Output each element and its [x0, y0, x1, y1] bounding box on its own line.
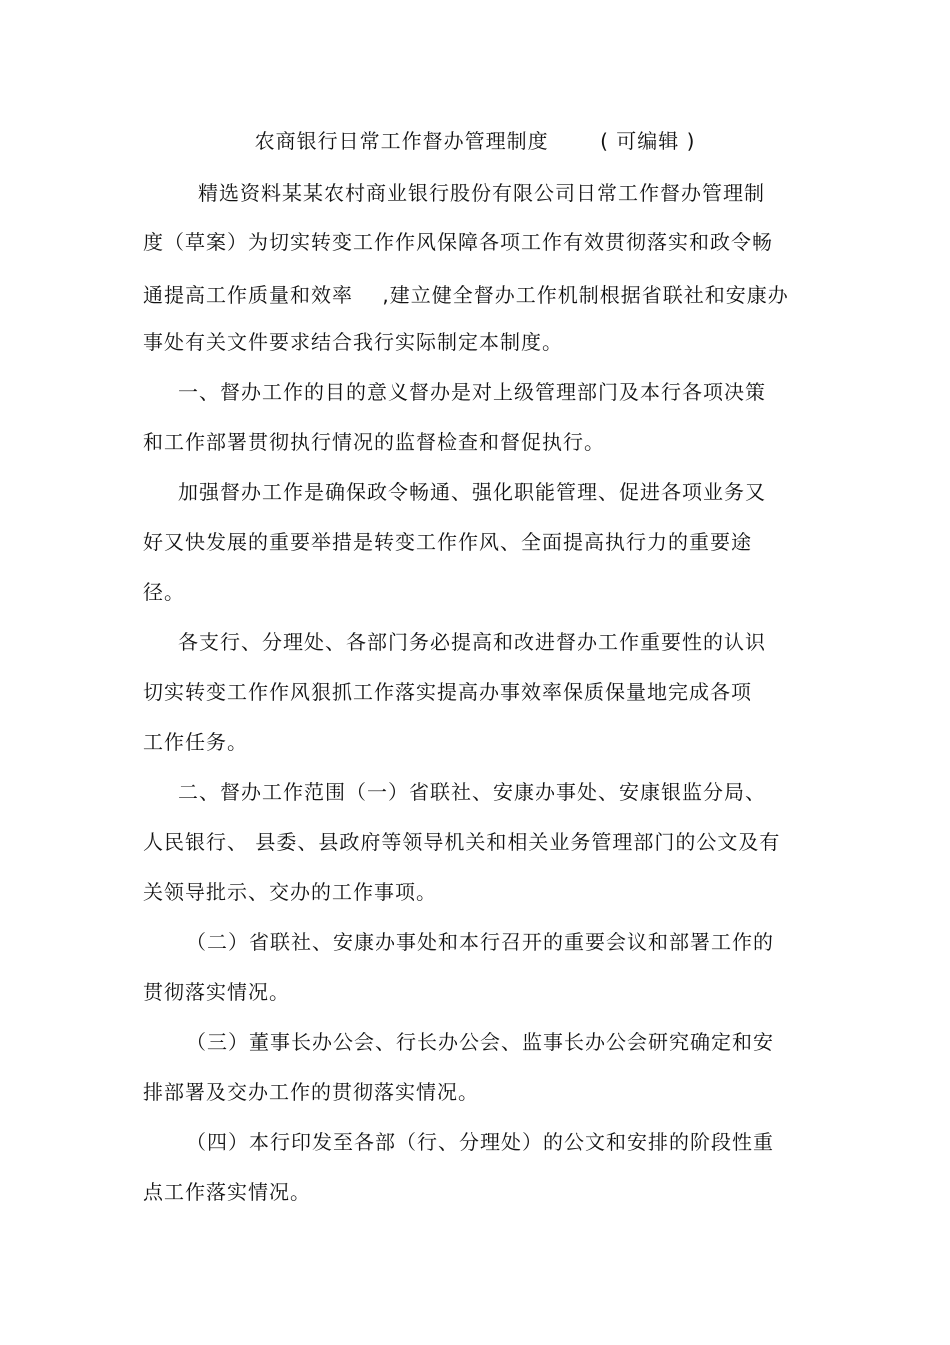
paragraph-line: 精选资料某某农村商业银行股份有限公司日常工作督办管理制 — [198, 181, 765, 205]
document-title: 农商银行日常工作督办管理制度 ( 可编辑 ) — [254, 129, 696, 153]
paragraph-line: 和工作部署贯彻执行情况的监督检查和督促执行。 — [143, 430, 605, 454]
paragraph-line: 排部署及交办工作的贯彻落实情况。 — [143, 1080, 479, 1104]
paragraph-line: 各支行、分理处、各部门务必提高和改进督办工作重要性的认识 — [178, 630, 766, 654]
paragraph-line: 好又快发展的重要举措是转变工作作风、全面提高执行力的重要途 — [143, 530, 752, 554]
paragraph-line: 度（草案）为切实转变工作作风保障各项工作有效贯彻落实和政令畅 — [143, 230, 773, 254]
paragraph-line: 事处有关文件要求结合我行实际制定本制度。 — [143, 330, 563, 354]
paragraph-line: （四）本行印发至各部（行、分理处）的公文和安排的阶段性重 — [186, 1130, 774, 1154]
paragraph-line: 点工作落实情况。 — [143, 1180, 311, 1204]
paragraph-line: 加强督办工作是确保政令畅通、强化职能管理、促进各项业务又 — [178, 480, 766, 504]
paragraph-line: 径。 — [143, 580, 185, 604]
paragraph-line: 一、督办工作的目的意义督办是对上级管理部门及本行各项决策 — [178, 380, 766, 404]
paragraph-line: 通提高工作质量和效率 ,建立健全督办工作机制根据省联社和安康办 — [143, 283, 789, 307]
paragraph-line: 贯彻落实情况。 — [143, 980, 290, 1004]
paragraph-line: （二）省联社、安康办事处和本行召开的重要会议和部署工作的 — [186, 930, 774, 954]
paragraph-line: 二、督办工作范围（一）省联社、安康办事处、安康银监分局、 — [178, 780, 766, 804]
paragraph-line: 工作任务。 — [143, 730, 248, 754]
paragraph-line: 关领导批示、交办的工作事项。 — [143, 880, 437, 904]
paragraph-line: （三）董事长办公会、行长办公会、监事长办公会研究确定和安 — [186, 1030, 774, 1054]
paragraph-line: 切实转变工作作风狠抓工作落实提高办事效率保质保量地完成各项 — [143, 680, 752, 704]
paragraph-line: 人民银行、 县委、县政府等领导机关和相关业务管理部门的公文及有 — [143, 830, 781, 854]
